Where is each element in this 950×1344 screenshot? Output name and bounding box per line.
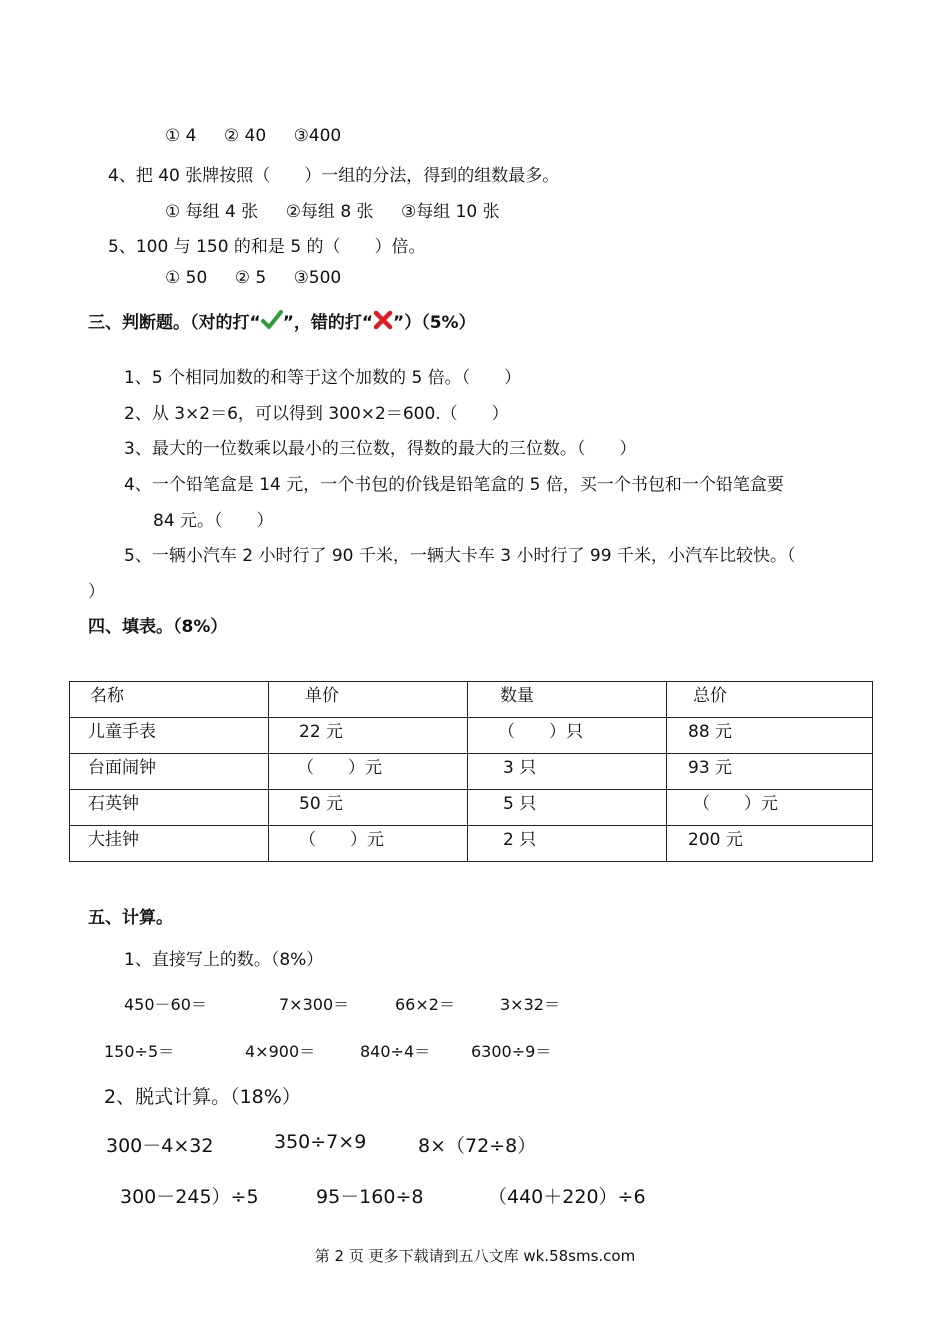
q3-options (165, 126, 363, 146)
calc-item: 150÷5＝ (104, 1042, 175, 1061)
calc-expr: （440＋220）÷6 (488, 1186, 646, 1208)
option: ③500 (293, 268, 342, 288)
calc-item: 840÷4＝ (360, 1042, 431, 1061)
header-total: 总价 (693, 686, 727, 706)
section3-title (88, 308, 476, 335)
section3-title-mid: ”，错的打“ (282, 313, 374, 333)
cell: 88 元 (688, 722, 733, 742)
calc-item: 3×32＝ (500, 995, 560, 1014)
option: ③400 (293, 126, 342, 146)
page-footer: 第 2 页 更多下载请到五八文库 wk.58sms.com (314, 1247, 636, 1265)
cell: 2 只 (503, 830, 537, 850)
option: ② 5 (234, 268, 267, 288)
section4-title: 四、填表。（8%） (88, 617, 228, 637)
cell: （ ）元 (299, 830, 384, 850)
calc-expr: 300－4×32 (106, 1135, 214, 1157)
cell: 大挂钟 (88, 830, 139, 850)
calc-sub2: 2、脱式计算。（18%） (104, 1086, 301, 1108)
cell: 台面闹钟 (88, 758, 156, 778)
cell: 3 只 (503, 758, 537, 778)
table-row (70, 790, 873, 826)
section3-title-pre: 三、判断题。（对的打“ (88, 313, 261, 333)
calc-item: 66×2＝ (395, 995, 455, 1014)
calc-item: 450－60＝ (124, 995, 207, 1014)
header-unit-price: 单价 (305, 686, 339, 706)
cell: 儿童手表 (88, 722, 156, 742)
option: ③每组 10 张 (400, 202, 500, 222)
table-row (70, 754, 873, 790)
cell: 22 元 (299, 722, 344, 742)
judge-item-4: 4、一个铅笔盒是 14 元，一个书包的价钱是铅笔盒的 5 倍，买一个书包和一个铅笔盒要 (124, 475, 784, 495)
option: ① 4 (165, 126, 197, 146)
cell: 200 元 (688, 830, 743, 850)
section5-title: 五、计算。 (88, 908, 173, 928)
option: ① 每组 4 张 (165, 202, 259, 222)
cell: （ ）元 (297, 758, 382, 778)
calc-sub1: 1、直接写上的数。（8%） (124, 950, 324, 970)
judge-item-2: 2、从 3×2＝6，可以得到 300×2＝600.（ ） (124, 404, 509, 424)
judge-item-3: 3、最大的一位数乘以最小的三位数，得数的最大的三位数。（ ） (124, 439, 637, 459)
cell: （ ）元 (693, 794, 778, 814)
calc-item: 4×900＝ (245, 1042, 316, 1061)
question-5: 5、100 与 150 的和是 5 的（ ）倍。 (108, 237, 426, 257)
table-row (70, 826, 873, 862)
judge-item-5-cont: ） (88, 582, 105, 602)
judge-item-5: 5、一辆小汽车 2 小时行了 90 千米，一辆大卡车 3 小时行了 99 千米，小汽车比较快。（ (124, 546, 796, 566)
cell: 5 只 (503, 794, 537, 814)
cell: 50 元 (299, 794, 344, 814)
section3-title-post: ”）（5%） (393, 313, 476, 333)
q4-options (165, 197, 522, 222)
price-table (69, 681, 873, 862)
calc-item: 6300÷9＝ (471, 1042, 552, 1061)
option: ① 50 (165, 268, 208, 288)
option: ② 40 (223, 126, 267, 146)
cell: （ ）只 (498, 722, 583, 742)
calc-expr: 300－245）÷5 (120, 1186, 259, 1208)
header-quantity: 数量 (500, 686, 534, 706)
calc-item: 7×300＝ (279, 995, 350, 1014)
header-name: 名称 (90, 686, 124, 706)
cross-icon (373, 310, 393, 335)
question-4: 4、把 40 张牌按照（ ）一组的分法，得到的组数最多。 (108, 166, 560, 186)
option: ②每组 8 张 (285, 202, 374, 222)
judge-item-1: 1、5 个相同加数的和等于这个加数的 5 倍。（ ） (124, 368, 522, 388)
judge-item-4-cont: 84 元。（ ） (153, 511, 274, 531)
table-header-row (70, 682, 873, 718)
table-row (70, 718, 873, 754)
cell: 石英钟 (88, 794, 139, 814)
calc-expr: 350÷7×9 (274, 1131, 367, 1153)
calc-expr: 95－160÷8 (316, 1186, 424, 1208)
calc-expr: 8×（72÷8） (418, 1135, 537, 1157)
check-icon (261, 310, 283, 335)
q5-options (165, 268, 363, 288)
cell: 93 元 (688, 758, 733, 778)
